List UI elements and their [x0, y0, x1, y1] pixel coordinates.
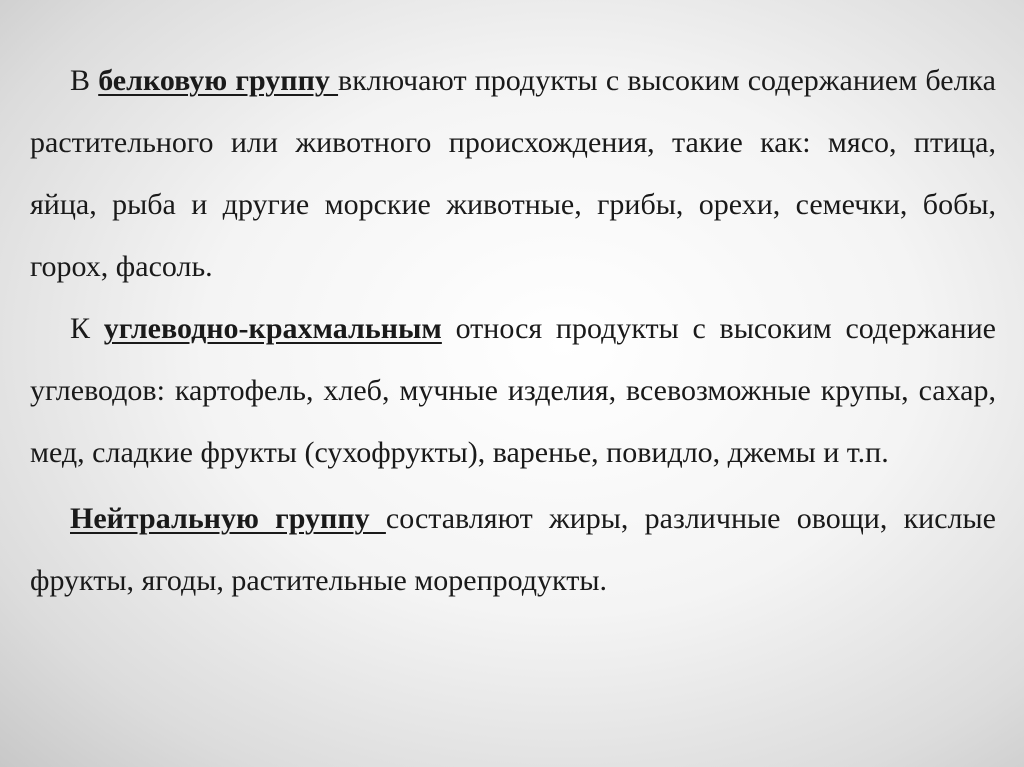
- paragraph-lead: В: [70, 64, 99, 97]
- slide-content: [30, 50, 996, 612]
- paragraph-lead: К: [70, 312, 104, 345]
- term-carb-starch-group: углеводно-крахмальным: [103, 312, 442, 345]
- paragraph-text: относя продукты с высоким содержание углеводов: картофель, хлеб, мучные изделия, всевозможные крупы, сахар, мед, сладкие фрукты (сухофрукты), варенье, повидло, джемы и т.п.: [30, 312, 996, 469]
- term-protein-group: белковую группу: [98, 64, 339, 97]
- paragraph-text: составляют жиры, различные овощи, кислые фрукты, ягоды, растительные морепродукты.: [30, 502, 996, 597]
- paragraph-text: включают продукты с высоким содержанием белка растительного или животного происхождения, такие как: мясо, птица, яйца, рыба и другие морские животные, грибы, орехи, семечки, бобы, горох, фасоль.: [30, 64, 996, 283]
- paragraph-protein-group: [30, 50, 996, 298]
- term-neutral-group: Нейтральную группу: [70, 502, 386, 535]
- paragraph-neutral-group: [30, 488, 996, 612]
- paragraph-carb-group: [30, 298, 996, 484]
